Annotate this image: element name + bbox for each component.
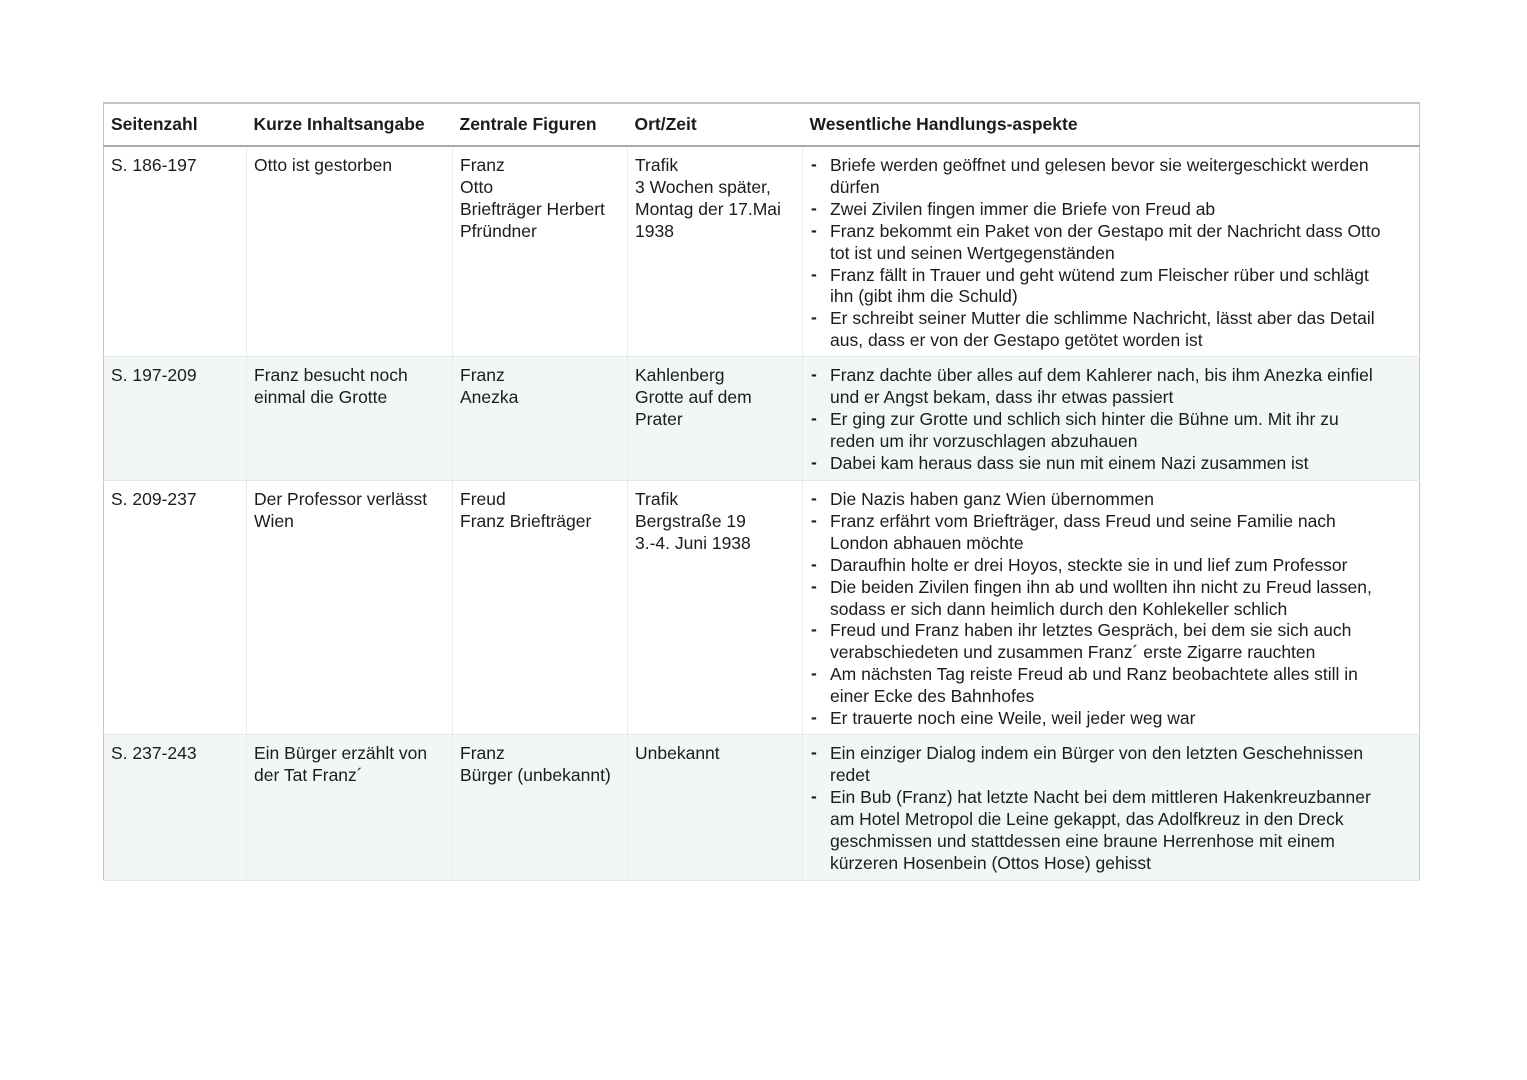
pages-cell (104, 481, 247, 735)
table-row (104, 735, 1420, 881)
aspect-line: - Ein Bub (Franz) hat letzte Nacht bei dem mittleren Hakenkreuzbanner (830, 786, 1371, 807)
place-time-line: Unbekannt (635, 743, 720, 763)
aspect-line: - Franz dachte über alles auf dem Kahlerer nach, bis ihm Anezka einfiel (830, 365, 1373, 385)
aspect-line: ihn (gibt ihm die Schuld) (830, 286, 1018, 307)
aspect-line: einer Ecke des Bahnhofes (830, 686, 1035, 707)
aspect-item (810, 308, 1412, 352)
header-figures: Zentrale Figuren (453, 103, 628, 146)
place-time-cell (628, 481, 803, 735)
aspect-line: - Ein einziger Dialog indem ein Bürger von den letzten Geschehnissen (830, 743, 1364, 763)
pages-cell (104, 357, 247, 481)
aspect-item (810, 577, 1412, 621)
figure-name: Briefträger Herbert (460, 198, 605, 219)
aspect-line: - Franz bekommt ein Paket von der Gestapo mit der Nachricht dass Otto (830, 220, 1381, 241)
figure-name: Freud (460, 489, 506, 509)
aspect-item (810, 199, 1412, 221)
summary-line: der Tat Franz´ (254, 764, 363, 785)
place-time-cell (628, 146, 803, 357)
aspect-line: dürfen (830, 176, 880, 197)
aspect-line: - Er schreibt seiner Mutter die schlimme Nachricht, lässt aber das Detail (830, 308, 1375, 329)
pages-text: S. 237-243 (111, 743, 197, 763)
aspect-line: - Franz erfährt vom Briefträger, dass Freud und seine Familie nach (830, 510, 1336, 531)
summary-cell (247, 735, 453, 881)
place-time-line: 3 Wochen später, (635, 176, 771, 197)
aspects-cell (803, 146, 1420, 357)
aspect-item (810, 221, 1412, 265)
aspect-item (810, 787, 1412, 875)
aspect-item (810, 743, 1412, 787)
header-pages: Seitenzahl (104, 103, 247, 146)
table-row (104, 357, 1420, 481)
figures-cell (453, 735, 628, 881)
aspects-cell (803, 357, 1420, 481)
place-time-line: Trafik (635, 489, 679, 509)
header-place-time: Ort/Zeit (628, 103, 803, 146)
aspect-line: verabschiedeten und zusammen Franz´ erste Zigarre rauchten (830, 642, 1316, 663)
figure-name: Pfründner (460, 220, 537, 241)
aspect-line: - Er ging zur Grotte und schlich sich hinter die Bühne um. Mit ihr zu (830, 408, 1339, 429)
chapter-summary-table (103, 102, 1420, 881)
summary-line: Franz besucht noch (254, 365, 408, 385)
aspect-line: tot ist und seinen Wertgegenständen (830, 242, 1115, 263)
pages-text: S. 209-237 (111, 489, 197, 509)
aspect-item (810, 155, 1412, 199)
figures-cell (453, 481, 628, 735)
table-row (104, 146, 1420, 357)
aspect-line: - Die beiden Zivilen fingen ihn ab und wollten ihn nicht zu Freud lassen, (830, 576, 1372, 597)
place-time-line: Trafik (635, 155, 679, 175)
aspect-line: und er Angst bekam, dass ihr etwas passiert (830, 386, 1174, 407)
figure-name: Franz Briefträger (460, 510, 592, 531)
aspect-item (810, 620, 1412, 664)
summary-cell (247, 146, 453, 357)
summary-line: Otto ist gestorben (254, 155, 393, 175)
place-time-line: 1938 (635, 220, 674, 241)
figures-cell (453, 146, 628, 357)
pages-cell (104, 735, 247, 881)
aspect-line: aus, dass er von der Gestapo getötet worden ist (830, 330, 1203, 351)
aspect-line: - Er trauerte noch eine Weile, weil jeder weg war (830, 708, 1196, 729)
aspect-line: - Am nächsten Tag reiste Freud ab und Ranz beobachtete alles still in (830, 664, 1358, 685)
aspect-line: - Briefe werden geöffnet und gelesen bevor sie weitergeschickt werden (830, 155, 1369, 175)
aspect-item (810, 365, 1412, 409)
aspect-item (810, 664, 1412, 708)
figure-name: Franz (460, 155, 505, 175)
aspect-line: sodass er sich dann heimlich durch den Kohlekeller schlich (830, 598, 1288, 619)
aspect-item (810, 409, 1412, 453)
place-time-line: Kahlenberg (635, 365, 725, 385)
aspects-list (810, 743, 1412, 874)
place-time-line: 3.-4. Juni 1938 (635, 532, 751, 553)
aspect-line: London abhauen möchte (830, 532, 1024, 553)
aspect-item (810, 511, 1412, 555)
table-row (104, 481, 1420, 735)
summary-cell (247, 481, 453, 735)
aspects-list (810, 489, 1412, 730)
aspect-item (810, 265, 1412, 309)
aspect-line: - Zwei Zivilen fingen immer die Briefe von Freud ab (830, 198, 1216, 219)
aspect-item (810, 708, 1412, 730)
aspect-line: - Dabei kam heraus dass sie nun mit einem Nazi zusammen ist (830, 452, 1309, 473)
pages-text: S. 197-209 (111, 365, 197, 385)
aspect-line: - Daraufhin holte er drei Hoyos, steckte sie in und lief zum Professor (830, 554, 1348, 575)
summary-line: Wien (254, 510, 294, 531)
figure-name: Franz (460, 365, 505, 385)
summary-cell (247, 357, 453, 481)
aspect-line: redet (830, 764, 870, 785)
aspects-cell (803, 481, 1420, 735)
aspect-line: - Franz fällt in Trauer und geht wütend zum Fleischer rüber und schlägt (830, 264, 1369, 285)
aspects-list (810, 365, 1412, 475)
figure-name: Franz (460, 743, 505, 763)
figure-name: Otto (460, 176, 494, 197)
header-row (104, 103, 1420, 146)
aspects-list (810, 155, 1412, 352)
place-time-cell (628, 357, 803, 481)
aspect-line: geschmissen und stattdessen eine braune Herrenhose mit einem (830, 830, 1335, 851)
aspects-cell (803, 735, 1420, 881)
aspect-item (810, 489, 1412, 511)
aspect-item (810, 555, 1412, 577)
figure-name: Anezka (460, 386, 519, 407)
aspect-line: - Freud und Franz haben ihr letztes Gespräch, bei dem sie sich auch (830, 620, 1352, 641)
pages-cell (104, 146, 247, 357)
header-summary: Kurze Inhaltsangabe (247, 103, 453, 146)
figure-name: Bürger (unbekannt) (460, 764, 611, 785)
aspect-item (810, 453, 1412, 475)
aspect-line: reden um ihr vorzuschlagen abzuhauen (830, 430, 1138, 451)
place-time-line: Bergstraße 19 (635, 510, 746, 531)
header-aspects: Wesentliche Handlungs-aspekte (803, 103, 1420, 146)
pages-text: S. 186-197 (111, 155, 197, 175)
summary-line: Der Professor verlässt (254, 489, 428, 509)
place-time-line: Prater (635, 408, 683, 429)
aspect-line: kürzeren Hosenbein (Ottos Hose) gehisst (830, 852, 1151, 873)
summary-line: Ein Bürger erzählt von (254, 743, 428, 763)
place-time-line: Montag der 17.Mai (635, 198, 781, 219)
aspect-line: am Hotel Metropol die Leine gekappt, das Adolfkreuz in den Dreck (830, 808, 1344, 829)
place-time-cell (628, 735, 803, 881)
summary-line: einmal die Grotte (254, 386, 388, 407)
figures-cell (453, 357, 628, 481)
place-time-line: Grotte auf dem (635, 386, 752, 407)
aspect-line: - Die Nazis haben ganz Wien übernommen (830, 489, 1154, 509)
